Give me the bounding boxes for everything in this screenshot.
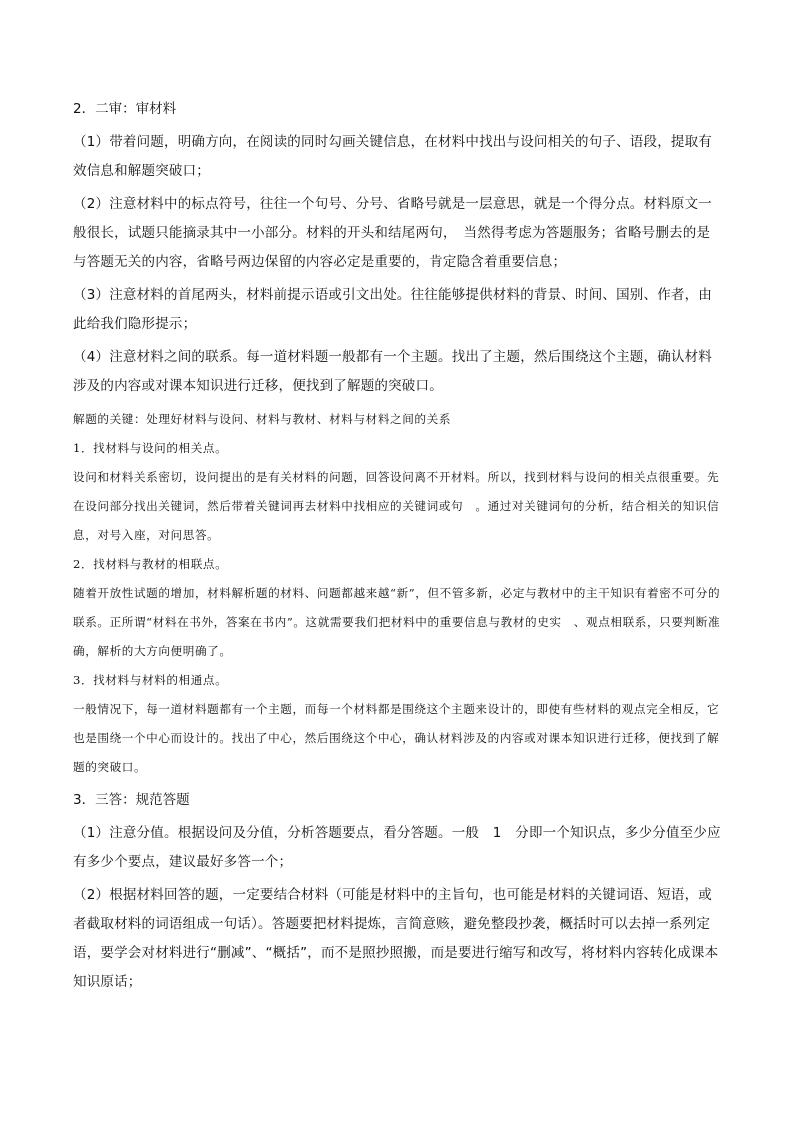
key-point-1-text: 设问和材料关系密切，设问提出的是有关材料的问题，回答设问离不开材料。所以，找到材料与设问的相关点很重要。先在设问部分找出关键词，然后带着关键词再去材料中找相应的关键词或句 。通过对关键词句的分析，结合相关的知识信息，对号入座，对问思答。	[73, 470, 720, 542]
section-2-item-2: （2）注意材料中的标点符号，往往一个句号、分号、省略号就是一层意思，就是一个得分点。材料原文一般很长，试题只能摘录其中一小部分。材料的开头和结尾两句， 当然得考虑为答题服务；省略号删去的是与答题无关的内容，省略号两边保留的内容必定是重要的，肯定隐含着重要信息；	[73, 196, 712, 270]
section-3-heading: 3．三答：规范答题	[73, 792, 190, 808]
key-point-2-title: 2．找材料与教材的相联点。	[73, 557, 228, 571]
key-intro: 解题的关键：处理好材料与设问、材料与教材、材料与材料之间的关系	[73, 412, 452, 426]
section-2-heading: 2．二审：审材料	[73, 101, 177, 117]
section-3-item-1: （1）注意分值。根据设问及分值，分析答题要点，看分答题。一般 1 分即一个知识点，多少分值至少应有多少个要点，建议最好多答一个；	[73, 825, 721, 870]
key-point-1-title: 1．找材料与设问的相关点。	[73, 441, 228, 455]
section-3-item-2: （2）根据材料回答的题，一定要结合材料（可能是材料中的主旨句，也可能是材料的关键词语、短语，或者截取材料的词语组成一句话）。答题要把材料提炼，言简意赅，避免整段抄袭，概括时可以去掉一系列定语，要学会对材料进行“删减”、“概括”，而不是照抄照搬，而是要进行缩写和改写，将材料内容转化成课本知识原话；	[73, 887, 719, 990]
document-body	[73, 95, 723, 997]
key-point-2-text: 随着开放性试题的增加，材料解析题的材料、问题都越来越“新”，但不管多新，必定与教材中的主干知识有着密不可分的联系。正所谓“材料在书外，答案在书内”。这就需要我们把材料中的重要信息与教材的史实 、观点相联系，只要判断准确，解析的大方向便明确了。	[73, 586, 721, 658]
section-2-item-4: （4）注意材料之间的联系。每一道材料题一般都有一个主题。找出了主题，然后围绕这个主题，确认材料涉及的内容或对课本知识进行迁移，便找到了解题的突破口。	[73, 349, 712, 394]
key-point-3-text: 一般情况下，每一道材料题都有一个主题，而每一个材料都是围绕这个主题来设计的，即使有些材料的观点完全相反，它也是围绕一个中心而设计的。找出了中心，然后围绕这个中心，确认材料涉及的内容或对课本知识进行迁移，便找到了解题的突破口。	[73, 702, 720, 774]
key-point-3-title: 3．找材料与材料的相通点。	[73, 673, 228, 687]
section-2-item-3: （3）注意材料的首尾两头，材料前提示语或引文出处。往往能够提供材料的背景、时间、国别、作者，由此给我们隐形提示；	[73, 287, 712, 332]
section-2-item-1: （1）带着问题，明确方向，在阅读的同时勾画关键信息，在材料中找出与设问相关的句子、语段，提取有效信息和解题突破口；	[73, 134, 712, 179]
